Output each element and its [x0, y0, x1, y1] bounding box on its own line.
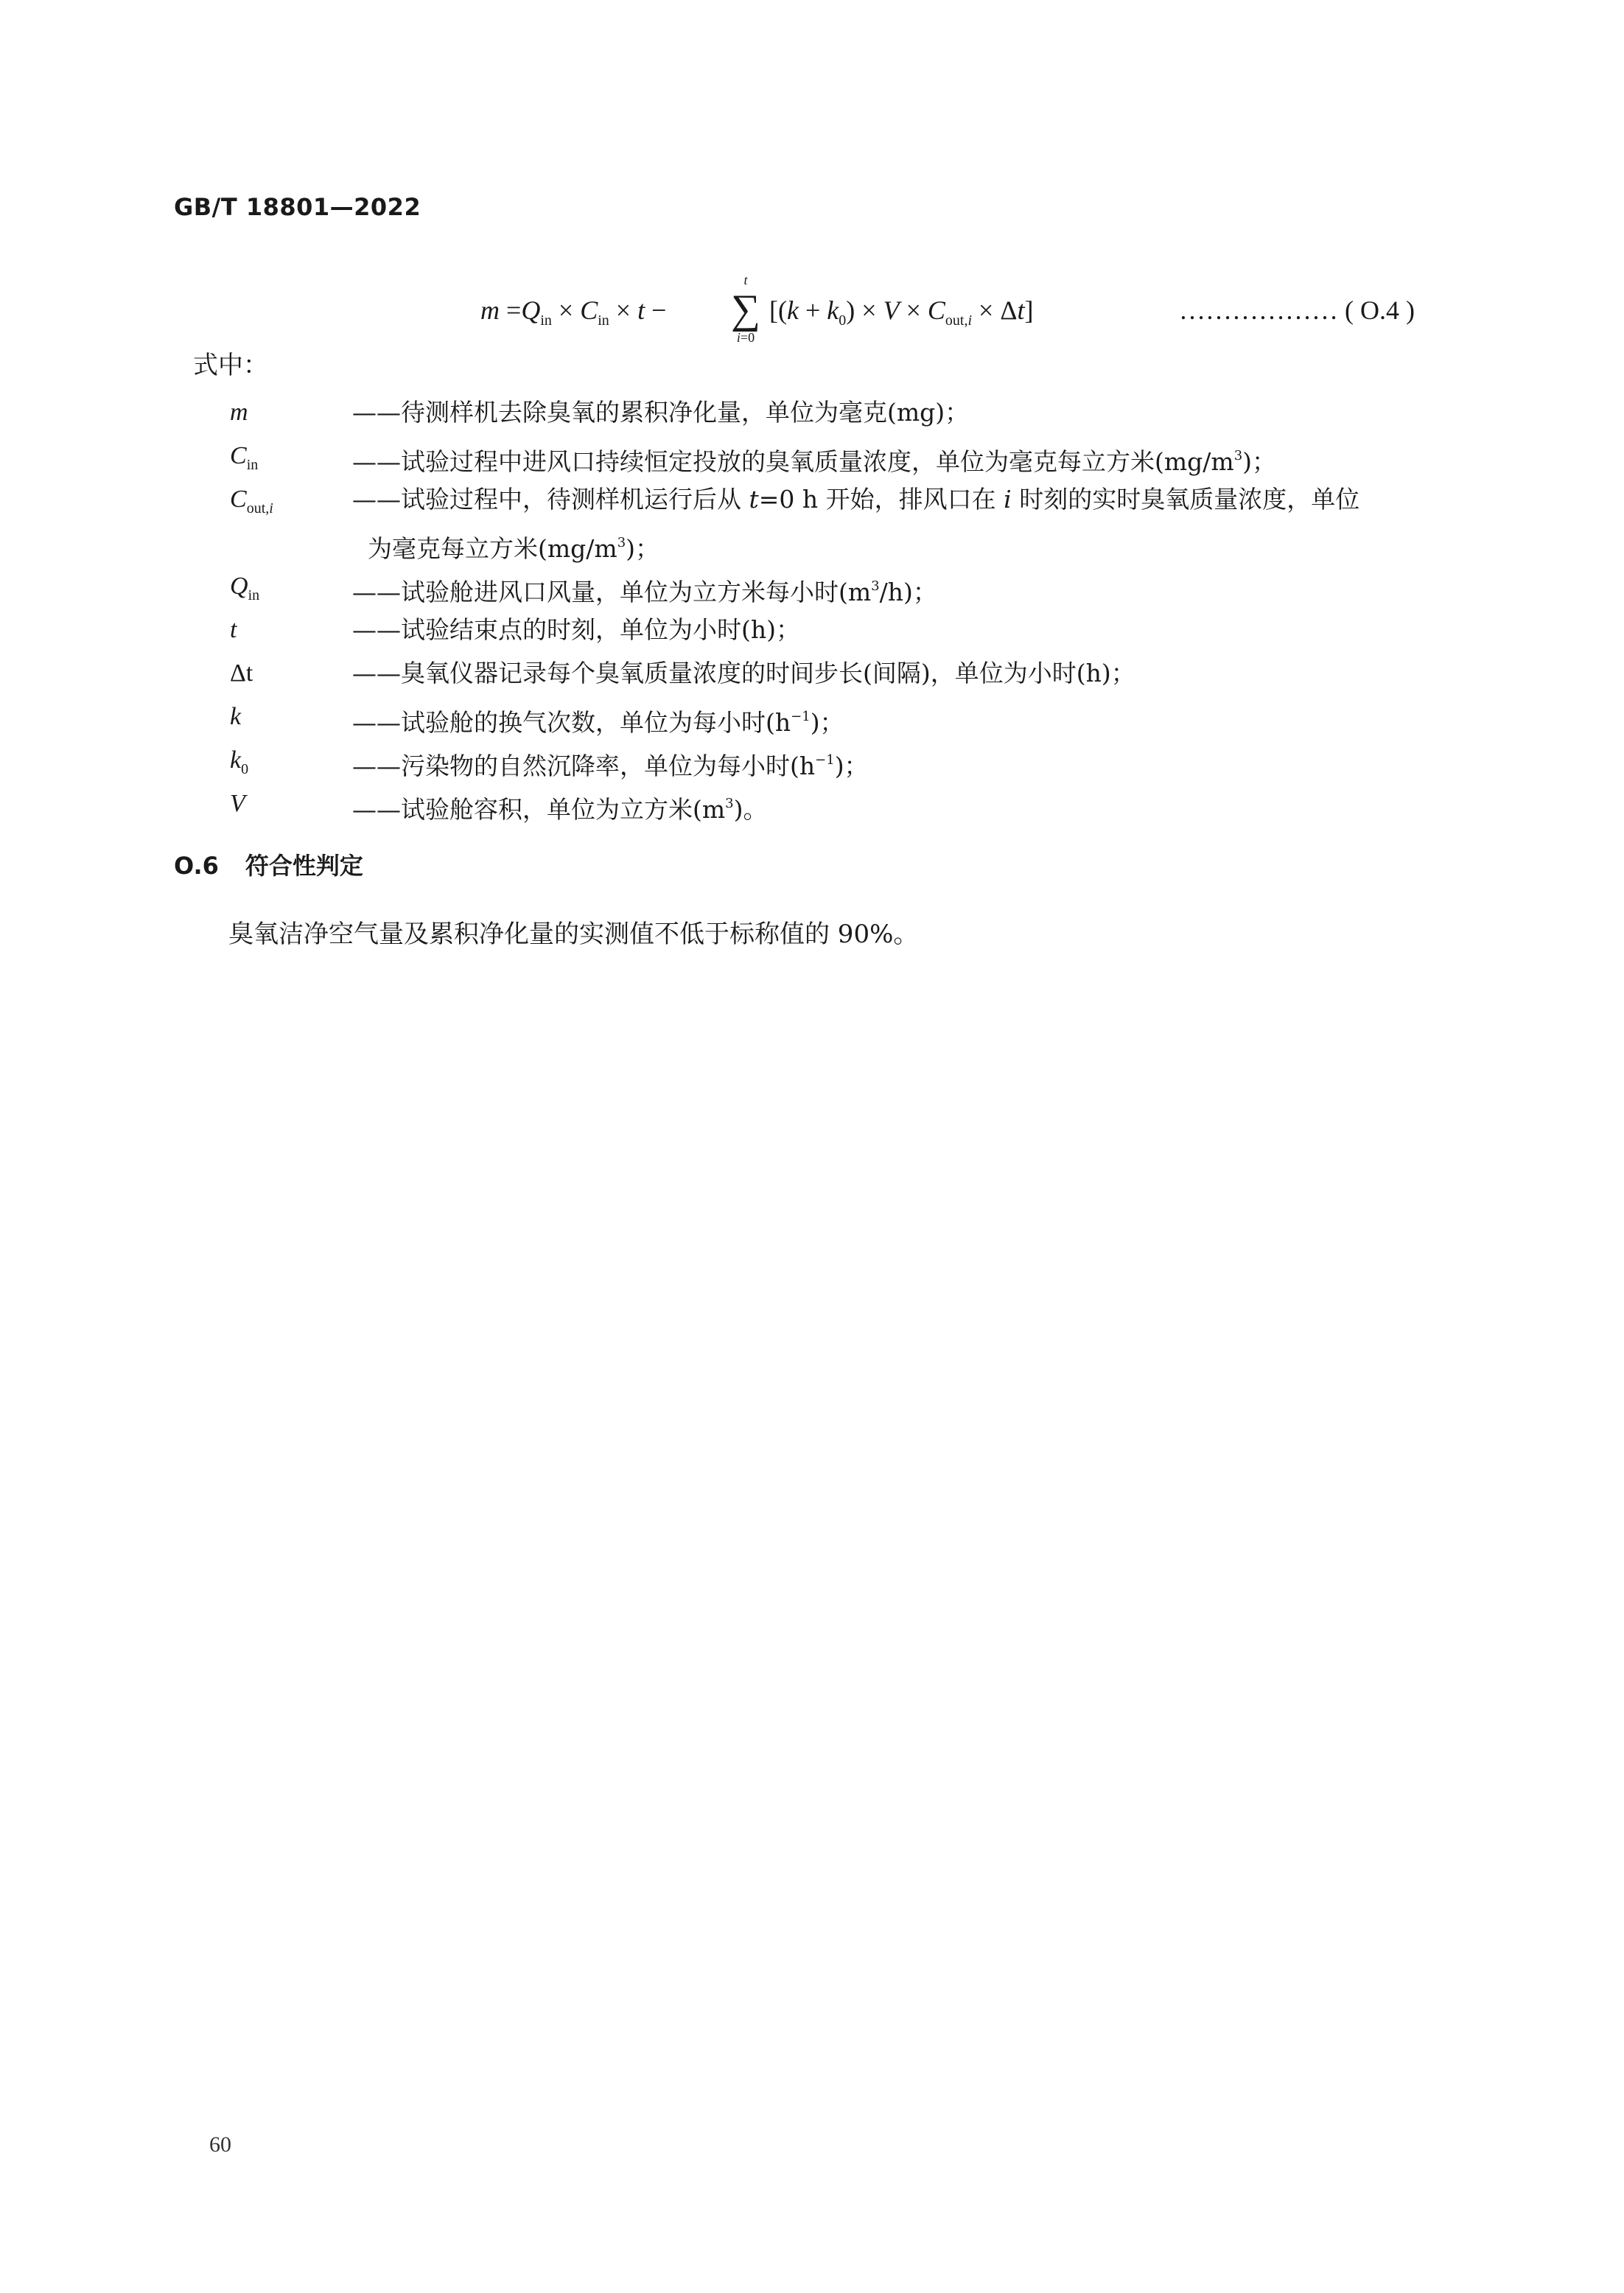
definition-text: ——试验结束点的时刻，单位为小时(h)； [352, 615, 801, 644]
definition-text: ——试验过程中，待测样机运行后从 t=0 h 开始，排风口在 i 时刻的实时臭氧质量浓度，单位 为毫克每立方米$(mg/m^3)$； [352, 485, 1360, 563]
symbol: m [230, 399, 248, 426]
definition-text: ——试验过程中进风口持续恒定投放的臭氧质量浓度，单位为毫克每立方米$(mg/m^3)$； [352, 447, 1277, 476]
definition-text: ——试验舱的换气次数，单位为每小时$(h^{-1})$； [352, 708, 844, 737]
formula-o4 [480, 273, 1446, 354]
standard-number: GB/T 18801—2022 [174, 193, 421, 221]
clause-heading [174, 847, 363, 881]
sum-upper-limit: t [743, 273, 748, 287]
definition-text: ——试验舱进风口风量，单位为立方米每小时$(m^3/h)$； [352, 578, 937, 606]
symbol-definitions [174, 391, 1456, 825]
symbol: $Q_{in}$ [230, 573, 260, 603]
definition-text: ——待测样机去除臭氧的累积净化量，单位为毫克(mg)； [352, 398, 970, 427]
symbol: $C_{in}$ [230, 442, 259, 473]
symbol: $C_{out,i}$ [230, 486, 273, 517]
definition-row [174, 564, 1456, 608]
symbol: k [230, 703, 242, 730]
symbol: $k_0$ [230, 746, 249, 777]
where-label: 式中： [193, 351, 268, 380]
page-number: 60 [209, 2132, 231, 2157]
definition-text: ——污染物的自然沉降率，单位为每小时$(h^{-1})$； [352, 752, 869, 780]
symbol: t [230, 616, 237, 643]
definition-row [174, 477, 1456, 564]
clause-text: 臭氧洁净空气量及累积净化量的实测值不低于标称值的 90%。 [228, 920, 919, 949]
definition-row [174, 738, 1456, 782]
definition-row [174, 608, 1456, 651]
sum-lower-limit: i=0 [736, 330, 755, 345]
definition-row [174, 695, 1456, 738]
summation-symbol: t ∑ i=0 [727, 273, 764, 346]
definition-row [174, 434, 1456, 477]
definition-row [174, 651, 1456, 695]
definition-text: ——试验舱容积，单位为立方米$(m^3)$。 [352, 795, 768, 824]
definition-row [174, 782, 1456, 825]
formula-rhs: $[(k + k_0) \times V \times C_{out,i} \times \Delta t]$ [769, 295, 1034, 329]
equation-number: ……………… ( O.4 ) [1179, 295, 1415, 325]
definition-text: ——臭氧仪器记录每个臭氧质量浓度的时间步长(间隔)，单位为小时(h)； [352, 659, 1135, 687]
definition-row [174, 391, 1456, 434]
clause-number: O.6 [174, 852, 219, 880]
symbol: Δt [230, 659, 253, 687]
formula-lhs: $m =Q_{in} \times C_{in} \times t$ − [480, 295, 667, 329]
clause-title: 符合性判定 [245, 852, 363, 880]
symbol: V [230, 790, 245, 817]
